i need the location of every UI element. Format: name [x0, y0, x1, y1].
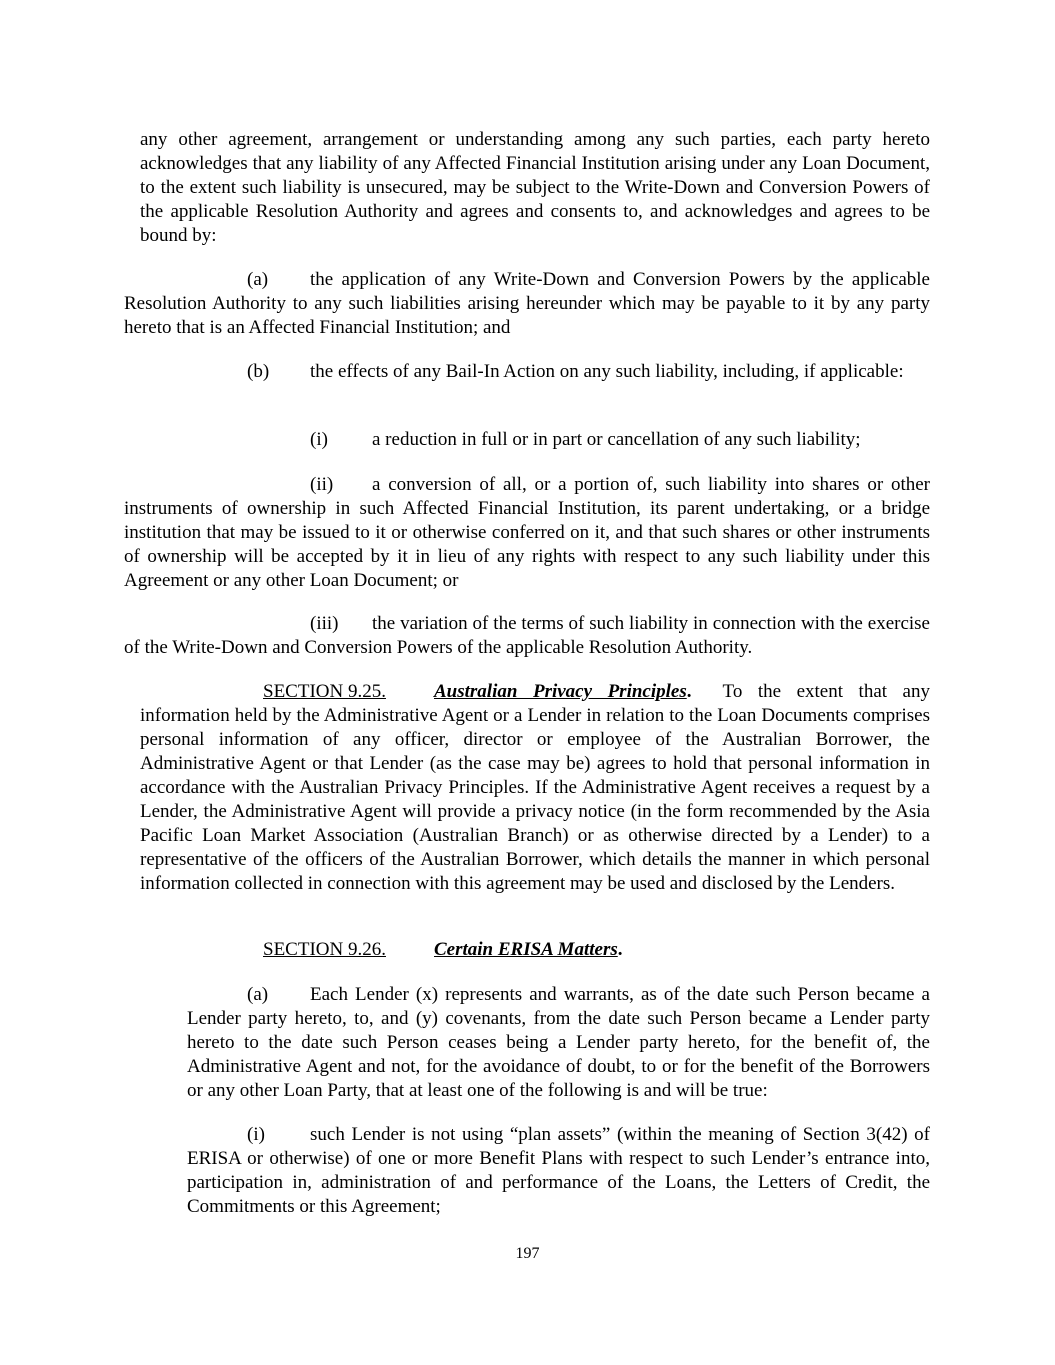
section-9-25-text: To the extent that any information held by the Administrative Agent or a Lender in relation to the Loan Documents comprises personal information of any officer, director or employee of the Australian Borrower, the Administrative Agent or that Lender (as the case may be) agrees to hold that personal information in accordance with the Australian Privacy Principles. If the Administrative Agent receives a request by a Lender, the Administrative Agent will provide a privacy notice (in the form recommended by the Asia Pacific Loan Market Association (Australian Branch) or as otherwise directed by a Lender) to a representative of the officers of the Australian Borrower, which details the manner in which personal information collected in connection with this agreement may be used and disclosed by the Lenders.	[140, 681, 930, 894]
clause-a-text: the application of any Write-Down and Conversion Powers by the applicable Resolution Authority to any such liabilities arising hereunder which may be payable to it by any party hereto that is an Affected Financial Institution; and	[124, 269, 930, 338]
erisa-i-label: (i)	[247, 1124, 265, 1145]
clause-iii-paragraph	[124, 612, 930, 660]
section-9-25-number: SECTION 9.25.	[263, 681, 386, 702]
clause-b-text: the effects of any Bail-In Action on any such liability, including, if applicable:	[310, 361, 904, 382]
clause-a-paragraph	[124, 268, 930, 340]
clause-i-paragraph	[124, 428, 930, 452]
erisa-a-label: (a)	[247, 984, 269, 1005]
clause-i-text: a reduction in full or in part or cancellation of any such liability;	[372, 429, 861, 450]
clause-b-paragraph	[124, 360, 930, 384]
clause-b-label: (b)	[247, 361, 270, 382]
clause-i-label: (i)	[310, 429, 328, 450]
section-9-25-paragraph	[140, 680, 930, 896]
erisa-a-paragraph	[187, 983, 930, 1103]
section-9-26-title-period: .	[617, 939, 623, 960]
section-9-26-title: Certain ERISA Matters	[434, 939, 618, 960]
clause-iii-label: (iii)	[310, 613, 339, 634]
erisa-i-text: such Lender is not using “plan assets” (within the meaning of Section 3(42) of ERISA or otherwise) of one or more Benefit Plans with respect to such Lender’s entrance into, participation in, administration of and performance of the Loans, the Letters of Credit, the Commitments or this Agreement;	[187, 1124, 930, 1217]
clause-ii-text: a conversion of all, or a portion of, such liability into shares or other instruments of ownership in such Affected Financial Institution, its parent undertaking, or a bridge institution that may be issued to it or otherwise conferred on it, and that such shares or other instruments of ownership will be accepted by it in lieu of any rights with respect to any such liability under this Agreement or any other Loan Document; or	[124, 474, 930, 591]
section-9-25-title: Australian Privacy Principles	[434, 681, 687, 702]
clause-ii-paragraph	[124, 473, 930, 593]
section-9-26-number: SECTION 9.26.	[263, 939, 386, 960]
intro-paragraph: any other agreement, arrangement or understanding among any such parties, each party hereto acknowledges that any liability of any Affected Financial Institution arising under any Loan Document, to the extent such liability is unsecured, may be subject to the Write-Down and Conversion Powers of the applicable Resolution Authority and agrees and consents to, and acknowledges and agrees to be bound by:	[140, 129, 930, 246]
section-9-26-heading	[140, 938, 930, 962]
page-number: 197	[515, 1245, 540, 1262]
erisa-i-paragraph	[187, 1123, 930, 1219]
clause-a-label: (a)	[247, 269, 269, 290]
clause-iii-text: the variation of the terms of such liability in connection with the exercise of the Write-Down and Conversion Powers of the applicable Resolution Authority.	[124, 613, 930, 658]
clause-ii-label: (ii)	[310, 474, 334, 495]
erisa-a-text: Each Lender (x) represents and warrants, as of the date such Person became a Lender party hereto, to, and (y) covenants, from the date such Person became a Lender party hereto to the date such Person ceases being a Lender party hereto, for the benefit of, the Administrative Agent and not, for the avoidance of doubt, to or for the benefit of the Borrowers or any other Loan Party, that at least one of the following is and will be true:	[187, 984, 930, 1101]
section-9-25-title-period: .	[686, 681, 692, 702]
